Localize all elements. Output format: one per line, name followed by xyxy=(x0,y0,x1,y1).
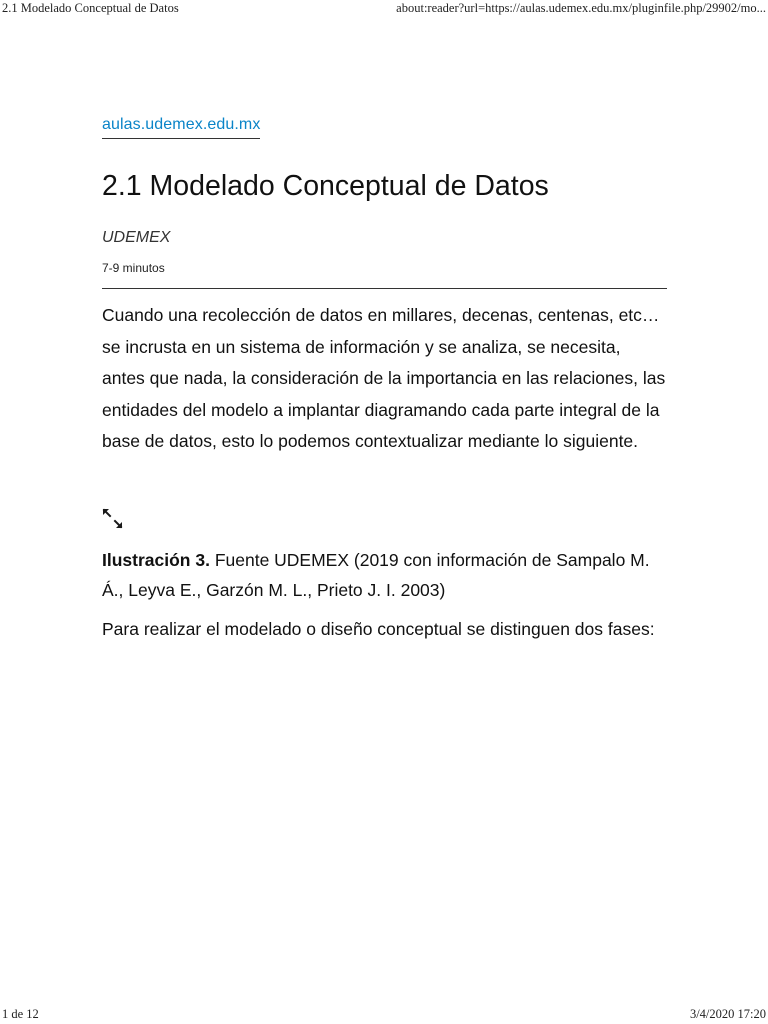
domain-link[interactable]: aulas.udemex.edu.mx xyxy=(102,116,260,139)
paragraph-phases: Para realizar el modelado o diseño conceptual se distinguen dos fases: xyxy=(102,618,655,639)
print-header-url: about:reader?url=https://aulas.udemex.edu.mx/pluginfile.php/29902/mo... xyxy=(396,1,766,15)
print-header xyxy=(0,0,768,20)
print-datetime: 3/4/2020 17:20 xyxy=(689,1007,766,1021)
expand-arrows-icon[interactable] xyxy=(102,508,124,530)
meta-divider xyxy=(102,288,667,289)
caption-text: Fuente UDEMEX (2019 con información de Sampalo M. Á., Leyva E., Garzón M. L., Prieto J. I. 2003) xyxy=(102,549,650,600)
paragraph-intro: Cuando una recolección de datos en millares, decenas, centenas, etc… se incrusta en un sistema de información y se analiza, se necesita, antes que nada, la consideración de la importancia en las relaciones, las entidades del modelo a implantar diagramando cada parte integral de la base de datos, esto lo podemos contextualizar mediante lo siguiente. xyxy=(102,305,666,452)
print-footer xyxy=(0,1004,768,1024)
print-header-title: 2.1 Modelado Conceptual de Datos xyxy=(2,1,179,15)
article-byline: UDEMEX xyxy=(102,229,171,247)
reading-time: 7-9 minutos xyxy=(102,261,165,276)
reader-view xyxy=(102,116,667,644)
figure-caption xyxy=(102,545,667,605)
page-number: 1 de 12 xyxy=(2,1007,39,1021)
article-title: 2.1 Modelado Conceptual de Datos xyxy=(102,170,549,202)
caption-label: Ilustración 3. xyxy=(102,549,210,570)
